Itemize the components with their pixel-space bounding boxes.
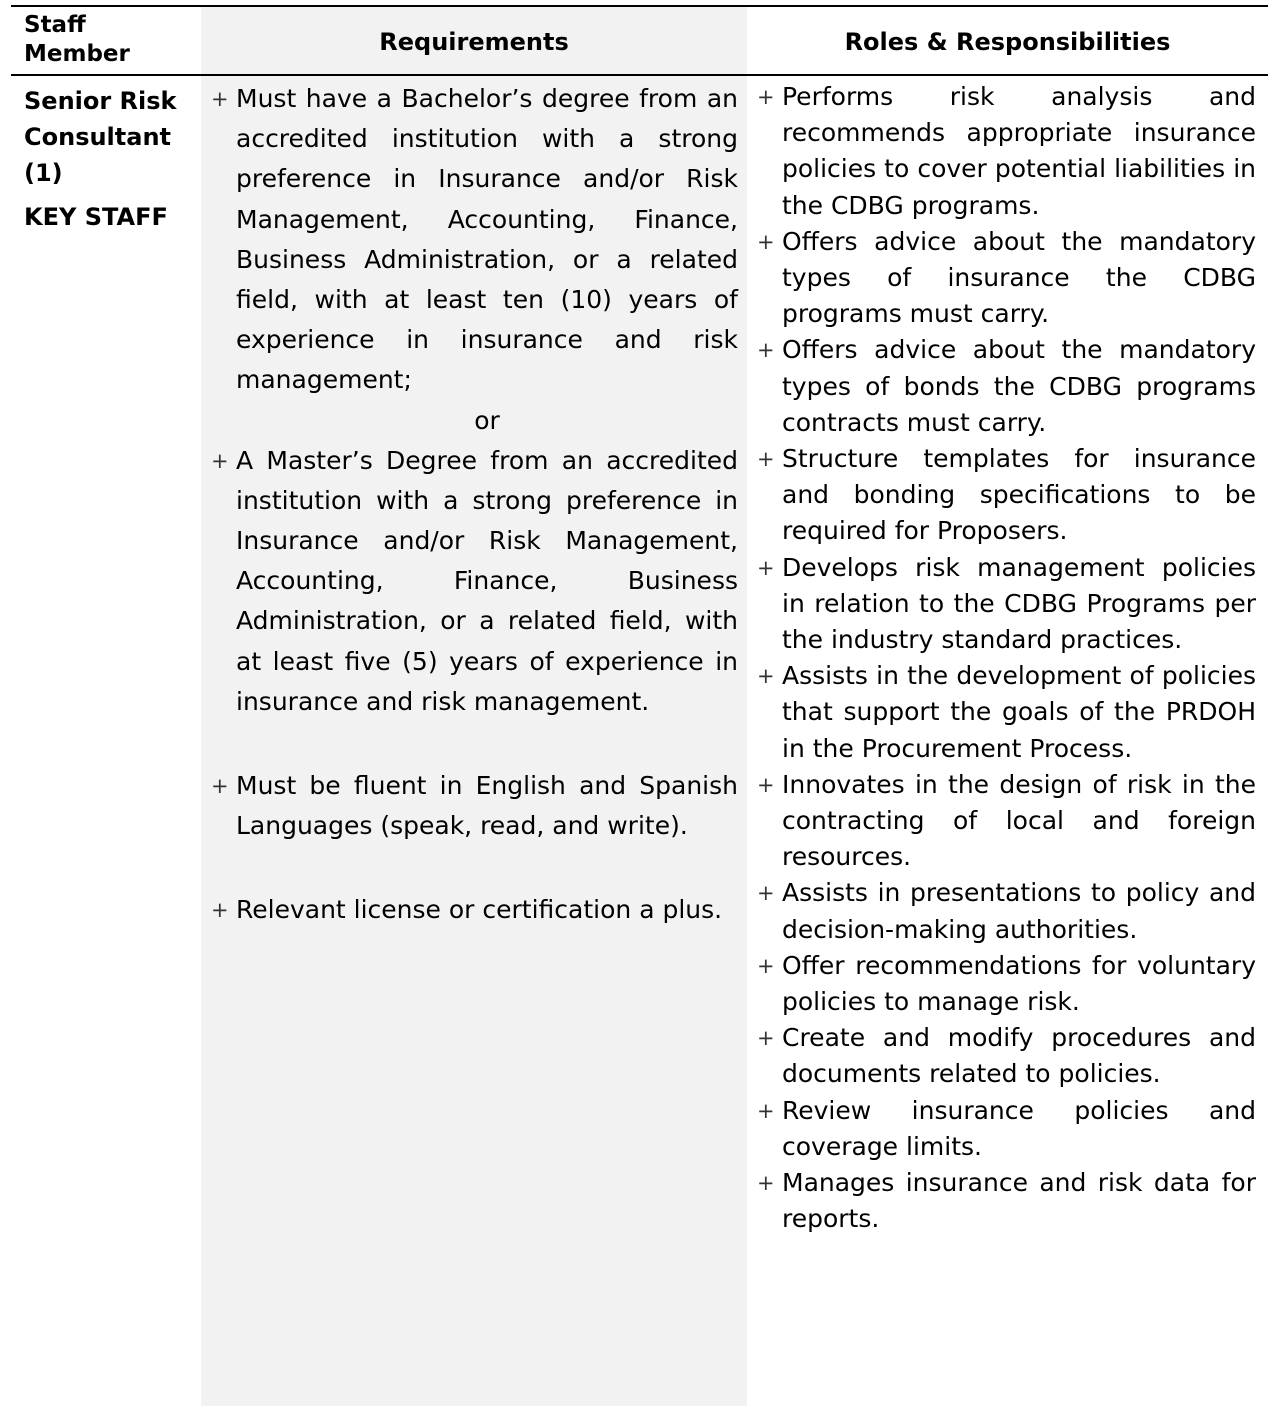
- plus-icon: +: [757, 338, 775, 363]
- role-item: [757, 332, 1256, 441]
- role-text: Manages insurance and risk data for reports.: [782, 1168, 1256, 1234]
- plus-icon: +: [757, 555, 775, 580]
- role-item: [757, 1020, 1256, 1092]
- plus-icon: +: [757, 229, 775, 254]
- roles-list: [757, 79, 1256, 1238]
- role-text: Offer recommendations for voluntary policies to manage risk.: [782, 950, 1256, 1017]
- plus-icon: +: [757, 1098, 775, 1123]
- role-text: Develops risk management policies in relation to the CDBG Programs per the industry standard practices.: [782, 552, 1256, 655]
- roles-header: Roles & Responsibilities: [844, 28, 1171, 56]
- role-item: [757, 441, 1256, 550]
- header-bottom-rule: [11, 74, 1268, 76]
- plus-icon: +: [757, 1026, 775, 1051]
- requirement-or: or: [474, 405, 500, 435]
- plus-icon: +: [757, 881, 775, 906]
- requirement-item: [211, 766, 738, 846]
- role-text: Assists in presentations to policy and decision-making authorities.: [782, 878, 1256, 944]
- requirement-text: Must have a Bachelor’s degree from an accredited institution with a strong preference in Insurance and/or Risk Management, Accounting, Finance, Business Administration, or a related field, with at least ten (10) years of experience in insurance and risk management;: [236, 84, 738, 395]
- role-text: Offers advice about the mandatory types of insurance the CDBG programs must carry.: [782, 226, 1256, 329]
- staff-title: Senior Risk Consultant (1): [24, 87, 177, 187]
- plus-icon: +: [211, 87, 229, 111]
- role-text: Performs risk analysis and recommends appropriate insurance policies to cover potential liabilities in the CDBG programs.: [782, 82, 1256, 220]
- role-text: Structure templates for insurance and bonding specifications to be required for Proposers.: [782, 444, 1256, 546]
- role-item: [757, 550, 1256, 659]
- requirement-item: [211, 441, 738, 722]
- role-item: [757, 767, 1256, 876]
- plus-icon: +: [757, 953, 775, 978]
- requirements-list: [211, 79, 738, 931]
- role-text: Assists in the development of policies that support the goals of the PRDOH in the Procurement Process.: [782, 661, 1256, 763]
- requirement-item: [211, 890, 738, 930]
- plus-icon: +: [757, 664, 775, 689]
- role-text: Review insurance policies and coverage limits.: [782, 1095, 1256, 1161]
- role-item: [757, 948, 1256, 1020]
- plus-icon: +: [211, 898, 229, 923]
- key-staff-label: KEY STAFF: [24, 203, 168, 231]
- staff-member-header: Staff Member: [24, 12, 130, 67]
- role-item: [757, 875, 1256, 947]
- role-item: [757, 79, 1256, 224]
- plus-icon: +: [211, 448, 229, 473]
- requirements-header: Requirements: [379, 28, 569, 56]
- role-text: Offers advice about the mandatory types of bonds the CDBG programs contracts must carry.: [782, 335, 1256, 437]
- table-top-rule: [11, 5, 1268, 7]
- requirement-item: [211, 79, 738, 401]
- role-item: [757, 1093, 1256, 1165]
- role-item: [757, 1165, 1256, 1237]
- role-text: Create and modify procedures and documents related to policies.: [782, 1023, 1256, 1089]
- plus-icon: +: [757, 447, 775, 472]
- plus-icon: +: [757, 85, 775, 109]
- role-item: [757, 224, 1256, 333]
- role-item: [757, 658, 1256, 767]
- requirement-text: A Master’s Degree from an accredited institution with a strong preference in Insurance and/or Risk Management, Accounting, Finance, Business Administration, or a related field, with at least five (5) years of experience in insurance and risk management.: [236, 445, 738, 716]
- plus-icon: +: [757, 1171, 775, 1196]
- plus-icon: +: [757, 772, 775, 797]
- plus-icon: +: [211, 774, 229, 799]
- role-text: Innovates in the design of risk in the contracting of local and foreign resources.: [782, 769, 1256, 872]
- requirement-text: Relevant license or certification a plus.: [236, 895, 723, 925]
- requirement-text: Must be fluent in English and Spanish Languages (speak, read, and write).: [236, 771, 738, 841]
